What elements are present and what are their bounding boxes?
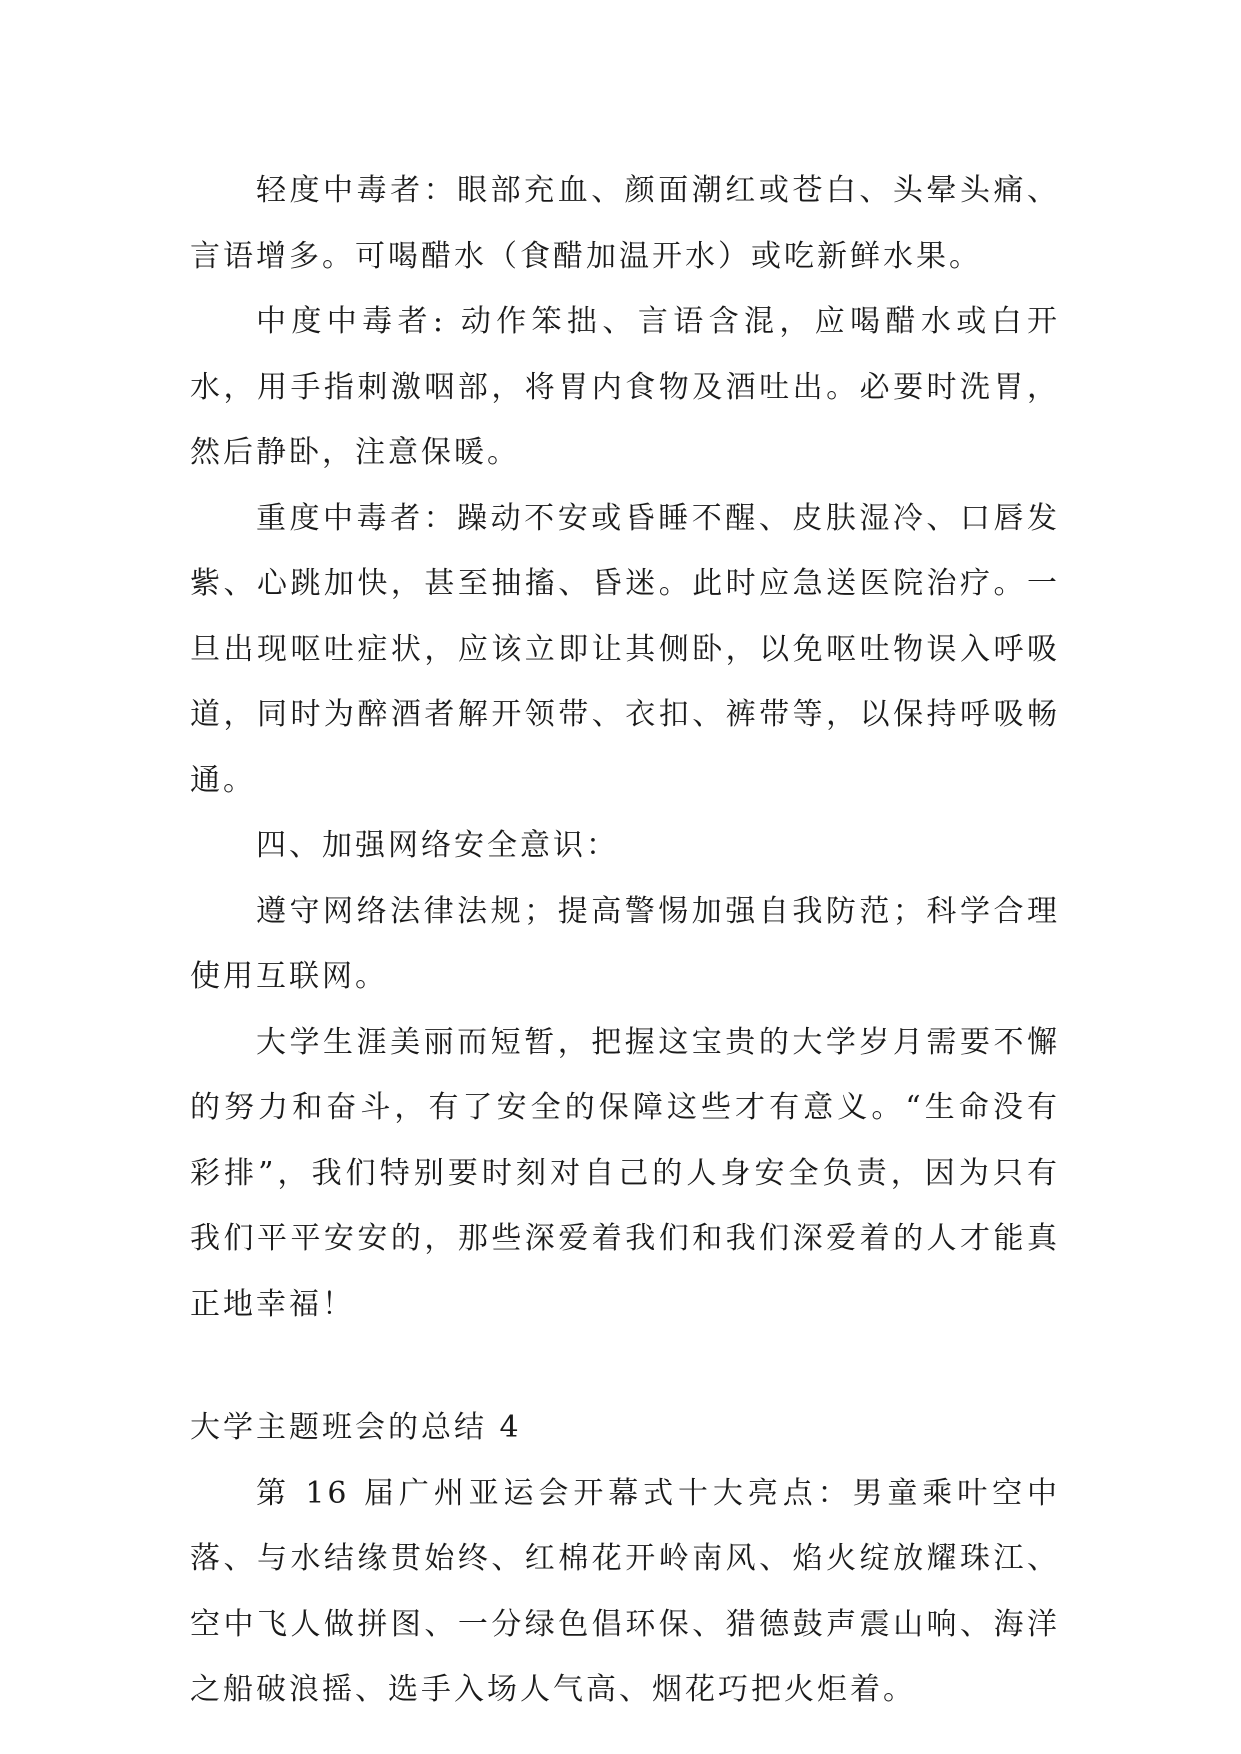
section-heading: 大学主题班会的总结 4 [190,1410,522,1445]
paragraph-moderate-intoxication: 中度中毒者: 动作笨拙、言语含混，应喝醋水或白开水，用手指刺激咽部，将胃内食物及酒吐出。必要时洗胃，然后静卧，注意保暖。 [190,304,1060,470]
paragraph-asian-games: 第 16 届广州亚运会开幕式十大亮点：男童乘叶空中落、与水结缘贯始终、红棉花开岭南风、焰火绽放耀珠江、空中飞人做拼图、一分绿色倡环保、猎德鼓声震山响、海洋之船破浪摇、选手入场人气高、烟花巧把火炬着。 [190,1475,1060,1707]
subheading-network-safety: 四、加强网络安全意识： [256,828,619,863]
paragraph-severe-intoxication: 重度中毒者：躁动不安或昏睡不醒、皮肤湿冷、口唇发紫、心跳加快，甚至抽搐、昏迷。此时应急送医院治疗。一旦出现呕吐症状，应该立即让其侧卧，以免呕吐物误入呼吸道，同时为醉酒者解开领带、衣扣、裤带等，以保持呼吸畅通。 [190,500,1060,798]
paragraph-network-rules: 遵守网络法律法规；提高警惕加强自我防范；科学合理使用互联网。 [190,893,1060,994]
paragraph-conclusion: 大学生涯美丽而短暂，把握这宝贵的大学岁月需要不懈的努力和奋斗，有了安全的保障这些才有意义。“生命没有彩排”，我们特别要时刻对自己的人身安全负责，因为只有我们平平安安的，那些深爱着我们和我们深爱着的人才能真正地幸福！ [190,1024,1060,1322]
document-body [190,158,1060,1723]
paragraph-mild-intoxication: 轻度中毒者：眼部充血、颜面潮红或苍白、头晕头痛、言语增多。可喝醋水（食醋加温开水）或吃新鲜水果。 [190,173,1060,274]
